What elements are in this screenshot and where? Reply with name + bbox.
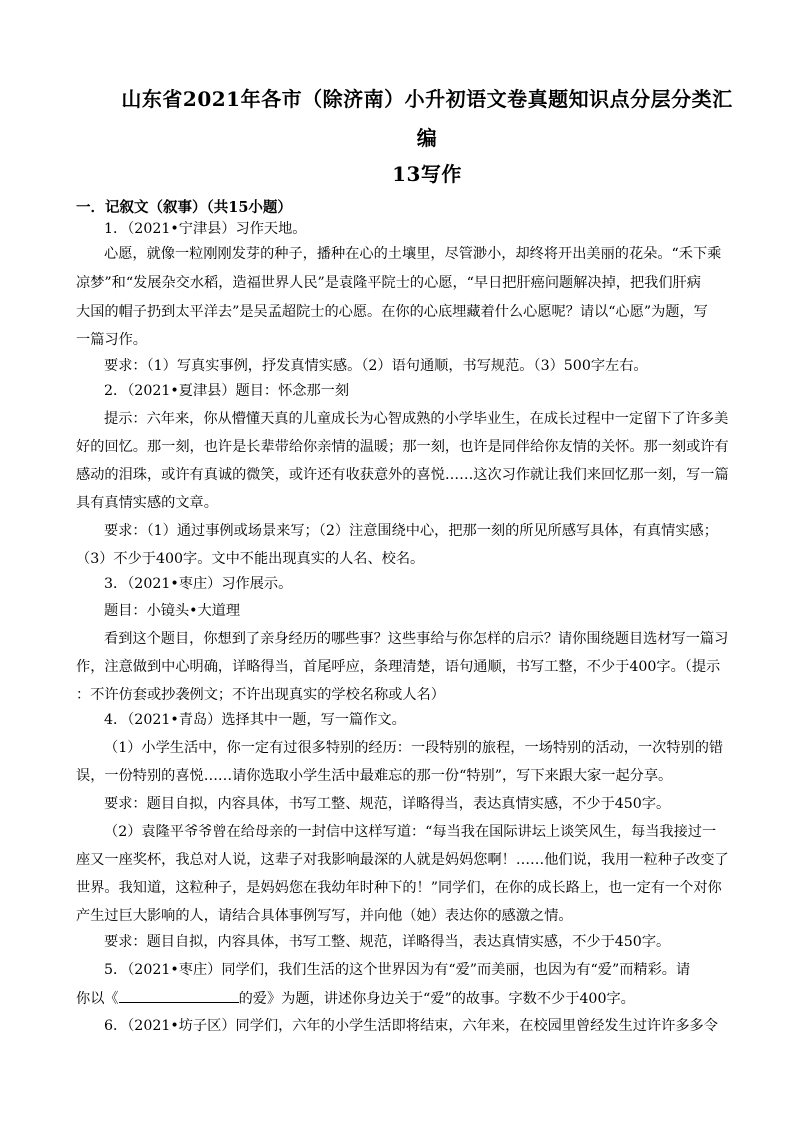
question-4-header: 4．（2021•青岛）选择其中一题，写一篇作文。 (104, 712, 406, 728)
question-5-text (76, 988, 635, 1009)
document-title-line2: 编 (416, 126, 438, 150)
document-title-line1: 山东省2021年各市（除济南）小升初语文卷真题知识点分层分类汇 (121, 87, 733, 111)
question-4-option2: 座又一座奖杯，我总对人说，这辈子对我影响最深的人就是妈妈您啊！……他们说，我用一粒种子改变了 (76, 852, 729, 868)
question-4-requirement: 要求：题目自拟，内容具体，书写工整、规范，详略得当，表达真情实感，不少于450字。 (104, 934, 671, 950)
document-subtitle: 13写作 (392, 162, 462, 186)
question-1-requirement: 要求：（1）写真实事例，抒发真情实感。（2）语句通顺，书写规范。（3）500字左右。 (104, 358, 648, 374)
question-2-text: 提示：六年来，你从懵懂天真的儿童成长为心智成熟的小学毕业生，在成长过程中一定留下了许多美 (104, 411, 729, 427)
question-2-text: 具有真情实感的文章。 (76, 495, 218, 511)
question-4-option2: （2）袁隆平爷爷曾在给母亲的一封信中这样写道：“每当我在国际讲坛上谈笑风生，每当我接过一 (104, 824, 717, 840)
question-2-requirement: （3）不少于400字。文中不能出现真实的人名、校名。 (76, 551, 425, 567)
question-5-suffix: 的爱》为题，讲述你身边关于“爱”的故事。字数不少于400字。 (238, 991, 635, 1007)
question-1-text: 凉梦”和“发展杂交水稻，造福世界人民”是袁隆平院士的心愿，“早日把肝癌问题解决掉，把我们肝病 (76, 275, 701, 291)
fill-in-blank (119, 988, 239, 1003)
question-3-title: 题目：小镜头•大道理 (104, 603, 241, 619)
question-1-text: 一篇习作。 (76, 332, 147, 348)
question-4-option1: （1）小学生活中，你一定有过很多特别的经历：一段特别的旅程，一场特别的活动，一次特别的错 (104, 740, 724, 756)
question-2-requirement: 要求：（1）通过事例或场景来写；（2）注意围绕中心，把那一刻的所见所感写具体，有真情实感； (104, 523, 718, 539)
section-heading: 一．记叙文（叙事）（共15小题） (76, 199, 292, 216)
question-1-text: 大国的帽子扔到太平洋去”是吴孟超院士的心愿。在你的心底埋藏着什么心愿呢？请以“心愿”为题，写 (76, 304, 708, 320)
question-3-text: 作，注意做到中心明确，详略得当，首尾呼应，条理清楚，语句通顺，书写工整，不少于400字。（提示 (76, 659, 721, 675)
question-3-text: ：不许仿套或抄袭例文；不许出现真实的学校名称或人名） (76, 687, 445, 703)
question-2-text: 感动的泪珠，或许有真诚的微笑，或许还有收获意外的喜悦……这次习作就让我们来回忆那一刻，写一篇 (76, 467, 729, 483)
question-3-header: 3．（2021•枣庄）习作展示。 (104, 576, 293, 592)
question-4-requirement: 要求：题目自拟，内容具体，书写工整、规范，详略得当，表达真情实感，不少于450字。 (104, 796, 671, 812)
question-5-prefix: 你以《 (76, 991, 119, 1007)
question-4-option1: 误，一份特别的喜悦……请你选取小学生活中最难忘的那一份“特别”，写下来跟大家一起分享。 (76, 768, 673, 784)
question-1-text: 心愿，就像一粒刚刚发芽的种子，播种在心的土壤里，尽管渺小，却终将开出美丽的花朵。“禾下乘 (104, 246, 722, 262)
question-2-header: 2．（2021•夏津县）题目：怀念那一刻 (104, 383, 350, 399)
question-3-text: 看到这个题目，你想到了亲身经历的哪些事？这些事给与你怎样的启示？请你围绕题目选材写一篇习 (104, 631, 729, 647)
question-6-header: 6．（2021•坊子区）同学们，六年的小学生活即将结束，六年来，在校园里曾经发生过许许多多令 (104, 1018, 718, 1034)
question-4-option2: 产生过巨大影响的人，请结合具体事例写写，并向他（她）表达你的感激之情。 (76, 908, 573, 924)
question-4-option2: 世界。我知道，这粒种子，是妈妈您在我幼年时种下的！”同学们，在你的成长路上，也一定有一个对你 (76, 880, 722, 896)
question-2-text: 好的回忆。那一刻，也许是长辈带给你亲情的温暖；那一刻，也许是同伴给你友情的关怀。那一刻或许有 (76, 439, 729, 455)
question-1-header: 1．（2021•宁津县）习作天地。 (104, 221, 307, 237)
question-5-header: 5．（2021•枣庄）同学们，我们生活的这个世界因为有“爱”而美丽，也因为有“爱”而精彩。请 (104, 962, 691, 978)
